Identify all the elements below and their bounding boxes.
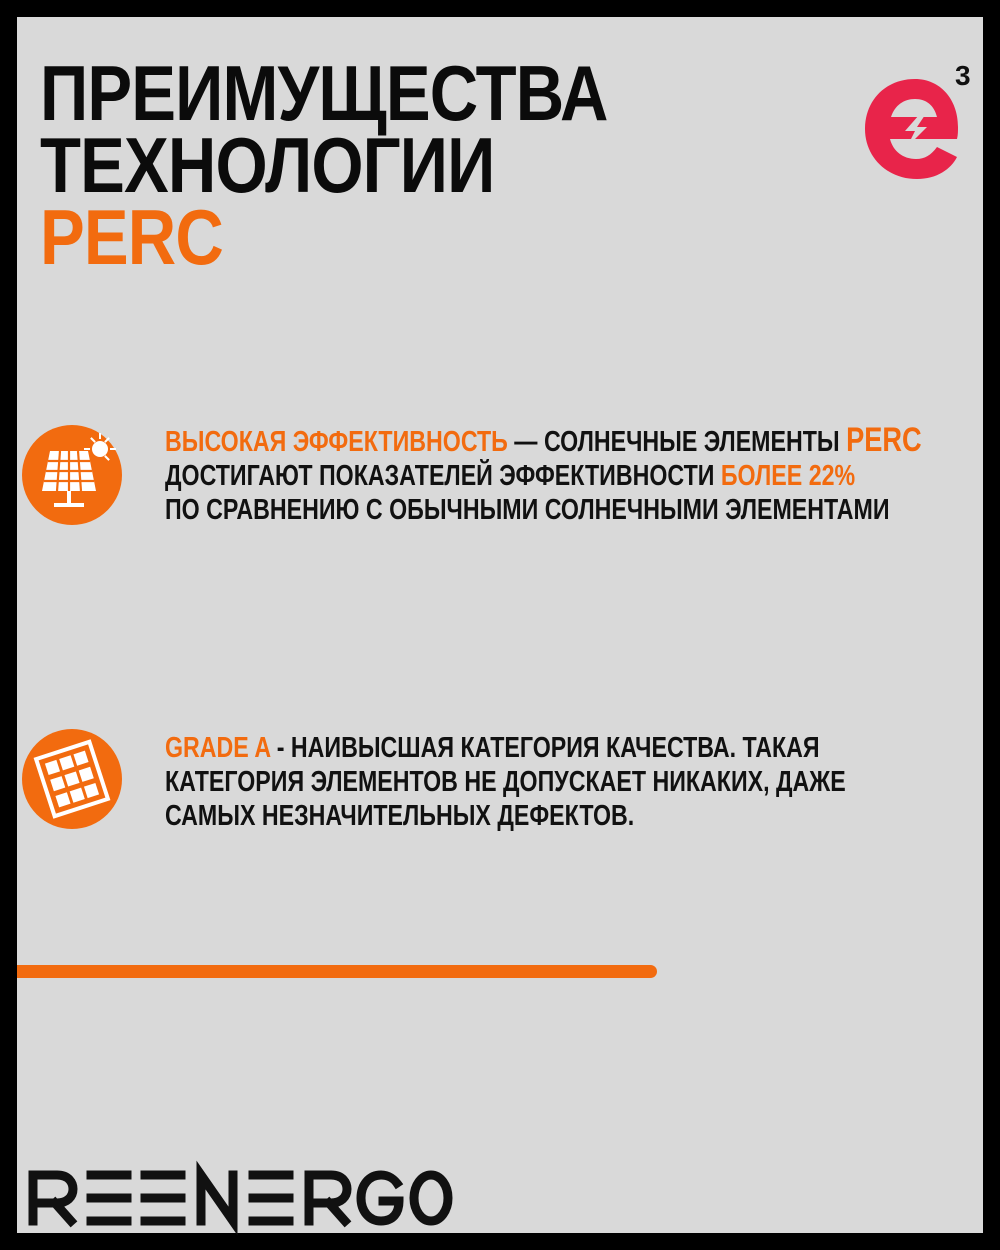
feature-highlight: ВЫСОКАЯ ЭФФЕКТИВНОСТЬ: [165, 426, 508, 458]
title-line-2: ТЕХНОЛОГИИ: [40, 121, 495, 209]
title-line-1: ПРЕИМУЩЕСТВА: [40, 49, 608, 137]
page-title: [40, 49, 608, 281]
feature-text: [165, 731, 846, 833]
poster: [17, 17, 983, 1233]
feature-text-part: — СОЛНЕЧНЫЕ ЭЛЕМЕНТЫ: [507, 426, 847, 458]
feature-highlight: GRADE A: [165, 732, 271, 764]
feature-text-part: - НАИВЫСШАЯ КАТЕГОРИЯ КАЧЕСТВА. ТАКАЯ: [270, 732, 820, 764]
solar-cell-grid-icon: [22, 729, 122, 829]
perc-highlight: PERC: [846, 421, 922, 459]
feature-text-part: ПО СРАВНЕНИЮ С ОБЫЧНЫМИ СОЛНЕЧНЫМИ ЭЛЕМЕНТАМИ: [165, 494, 890, 526]
solar-panel-sun-icon: [22, 425, 122, 525]
feature-text-part: ДОСТИГАЮТ ПОКАЗАТЕЛЕЙ ЭФФЕКТИВНОСТИ: [165, 460, 721, 492]
e3-logo-icon: [845, 57, 975, 187]
feature-text-part: САМЫХ НЕЗНАЧИТЕЛЬНЫХ ДЕФЕКТОВ.: [165, 800, 635, 832]
logo-superscript: 3: [955, 60, 971, 91]
orange-divider: [17, 965, 657, 978]
efficiency-value: БОЛЕЕ 22%: [720, 460, 856, 492]
feature-text-part: КАТЕГОРИЯ ЭЛЕМЕНТОВ НЕ ДОПУСКАЕТ НИКАКИХ, ДАЖЕ: [165, 766, 846, 798]
title-accent: PERC: [40, 193, 223, 281]
feature-text: [165, 423, 922, 527]
reenergo-logo: [25, 1154, 455, 1227]
brand-name: REENERGO: [25, 1154, 117, 1171]
